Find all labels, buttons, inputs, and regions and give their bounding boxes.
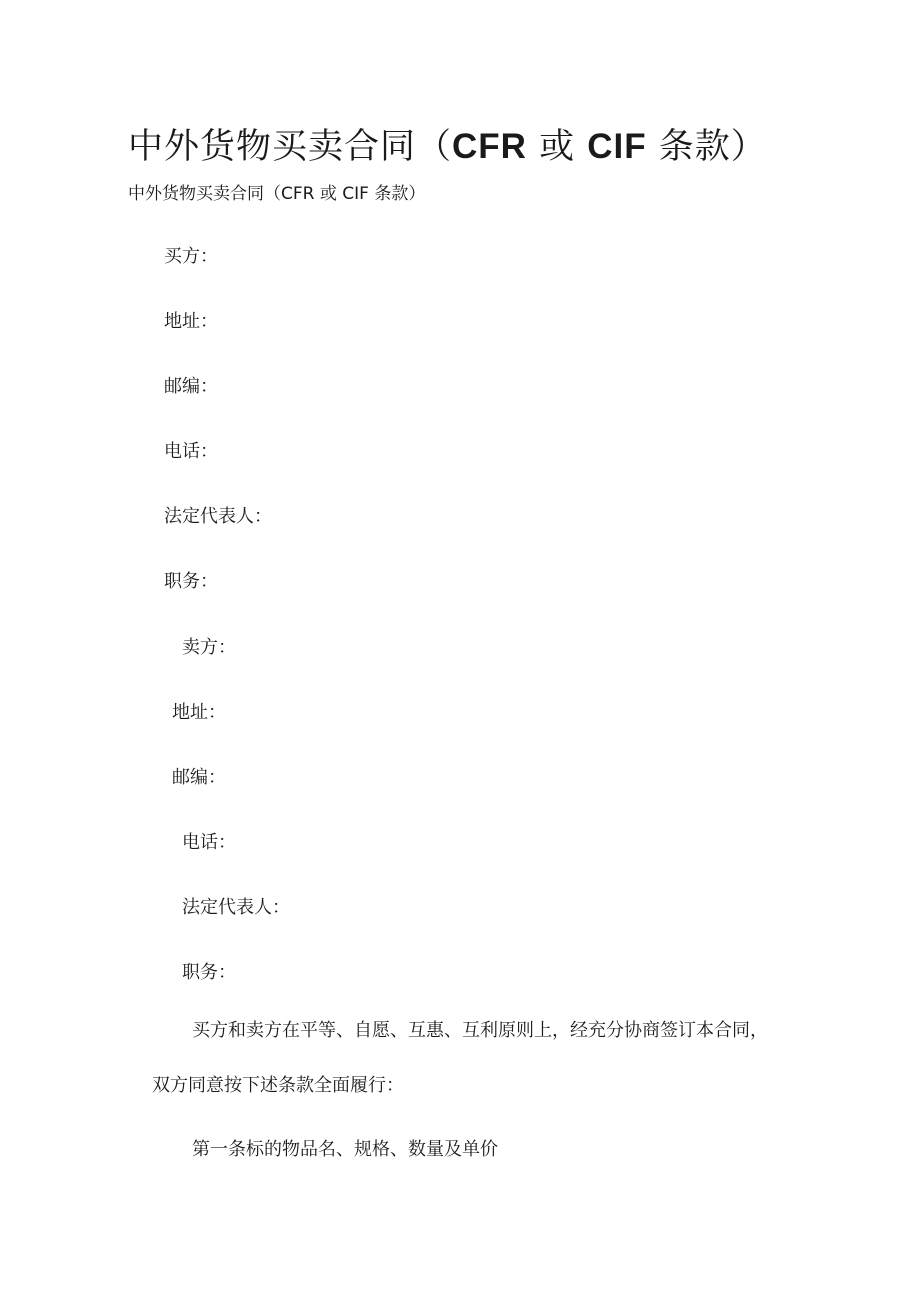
buyer-position-label: 职务：: [164, 571, 218, 592]
buyer-party-label: 买方：: [164, 246, 218, 267]
title-part-cfr: CFR: [452, 127, 527, 166]
article-1-heading: 第一条标的物品名、规格、数量及单价: [192, 1139, 498, 1160]
title-part-3: 条款）: [658, 127, 767, 167]
seller-position-label: 职务：: [182, 962, 236, 983]
seller-postcode-label: 邮编：: [172, 767, 226, 788]
seller-legal-rep-label: 法定代表人：: [182, 897, 290, 918]
title-part-or: 或: [539, 127, 576, 167]
title-part-1: 中外货物买卖合同（: [128, 127, 453, 167]
document-title: [128, 119, 767, 169]
buyer-legal-rep-label: 法定代表人：: [164, 506, 272, 527]
seller-address-label: 地址：: [172, 702, 226, 723]
title-part-cif: CIF: [587, 127, 647, 166]
buyer-postcode-label: 邮编：: [164, 376, 218, 397]
seller-phone-label: 电话：: [182, 832, 236, 853]
buyer-phone-label: 电话：: [164, 441, 218, 462]
preamble-line-2: 双方同意按下述条款全面履行：: [152, 1075, 404, 1096]
preamble-line-1: 买方和卖方在平等、自愿、互惠、互利原则上，经充分协商签订本合同，: [192, 1020, 768, 1041]
document-subtitle: 中外货物买卖合同（CFR 或 CIF 条款）: [128, 184, 426, 204]
seller-party-label: 卖方：: [182, 637, 236, 658]
buyer-address-label: 地址：: [164, 311, 218, 332]
